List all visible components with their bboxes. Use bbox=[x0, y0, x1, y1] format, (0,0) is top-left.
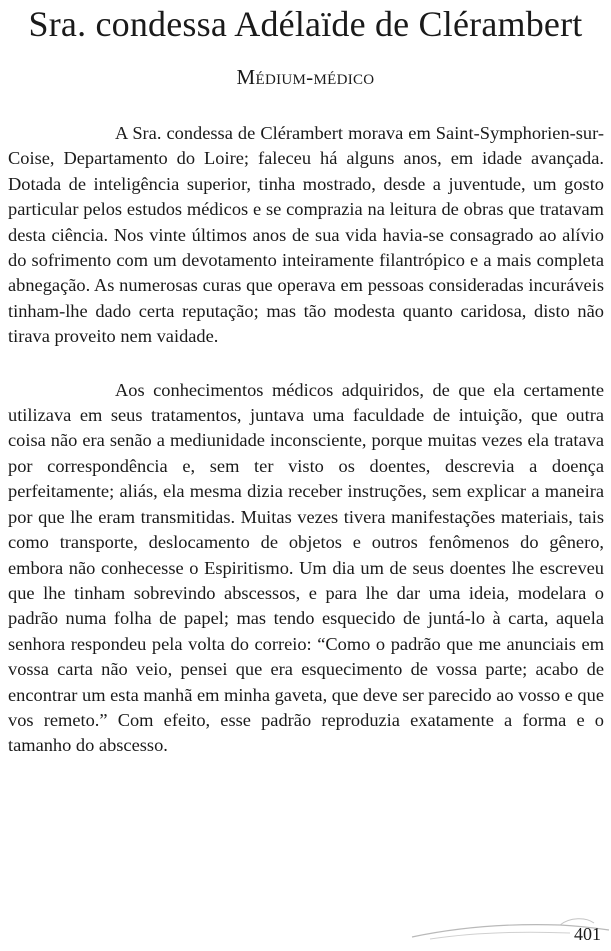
page-title: Sra. condessa Adélaïde de Clérambert bbox=[28, 4, 583, 44]
section-subtitle: Médium-médico bbox=[236, 65, 375, 89]
paragraph-1: A Sra. condessa de Clérambert morava em Saint-Symphorien-sur-Coise, Departamento do Loire; faleceu há alguns anos, em idade avançada. Dotada de inteligência superior, tinha mostrado, desde a juventude, um gosto particular pelos estudos médicos e se comprazia na leitura de obras que tratavam desta ciência. Nos vinte últimos anos de sua vida havia-se consagrado ao alívio do sofrimento com um devotamento inteiramente filantrópico e a mais completa abnegação. As numerosas curas que operava em pessoas consideradas incuráveis tinham-lhe dado certa reputação; mas tão modesta quanto caridosa, disto não tirava proveito nem vaidade. bbox=[8, 123, 604, 347]
body-text bbox=[8, 121, 604, 759]
paragraph-2: Aos conhecimentos médicos adquiridos, de que ela certamente utilizava em seus tratamentos, juntava uma faculdade de intuição, que outra coisa não era senão a mediunidade inconsciente, porque muitas vezes ela tratava por correspondência e, sem ter visto os doentes, descrevia a doença perfeitamente; aliás, ela mesma dizia receber instruções, sem explicar a maneira por que lhe eram transmitidas. Muitas vezes tivera manifestações materiais, tais como transporte, deslocamento de objetos e outros fenômenos do gênero, embora não conhecesse o Espiritismo. Um dia um de seus doentes lhe escreveu que lhe tinham sobrevindo abscessos, e para lhe dar uma ideia, modelara o padrão numa folha de papel; mas tendo esquecido de juntá-lo à carta, aquela senhora respondeu pela volta do correio: “Como o padrão que me anunciais em vossa carta não veio, pensei que era esquecimento de vossa parte; acabo de encontrar um esta manhã em minha gaveta, que deve ser parecido ao vosso e que vos remeto.” Com efeito, esse padrão reproduzia exatamente a forma e o tamanho do abscesso. bbox=[8, 379, 604, 756]
page-number: 401 bbox=[574, 924, 601, 944]
